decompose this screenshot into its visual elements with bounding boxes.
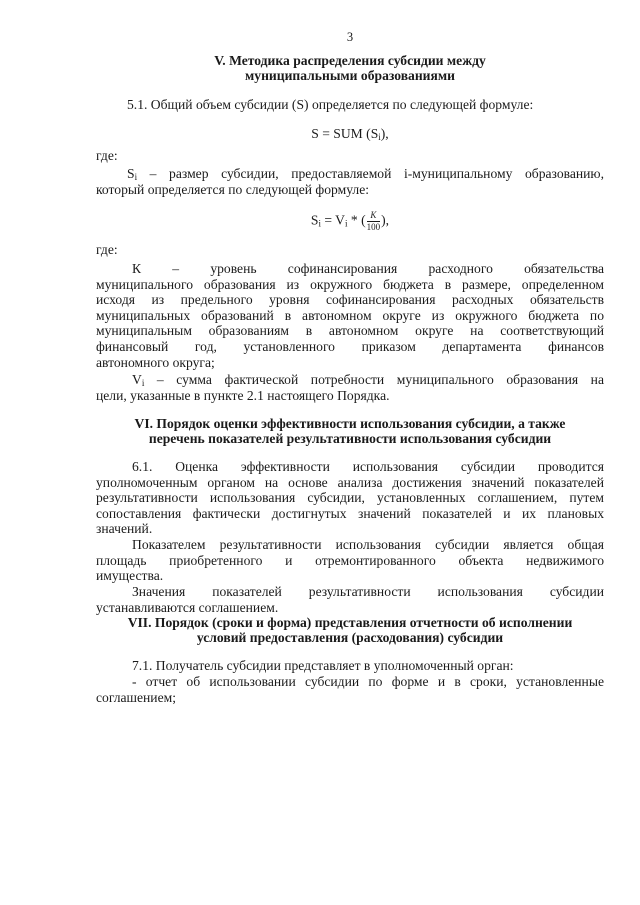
paragraph-5-1: 5.1. Общий объем субсидии (S) определяется по следующей формуле: (127, 97, 534, 112)
k-definition-line: исходя из предельного уровня софинансирования расходных обязательств (96, 292, 604, 308)
formula-2-op: * ( (347, 212, 366, 228)
section-7-title (96, 615, 604, 645)
fraction-k-over-100 (367, 211, 381, 232)
formula-2-end: ), (381, 212, 390, 228)
vi-definition-line-2: цели, указанные в пункте 2.1 настоящего Порядка. (96, 388, 390, 403)
fraction-numerator: K (367, 211, 381, 222)
where-label-2: где: (96, 242, 118, 257)
section-6-title-line-1: VI. Порядок оценки эффективности использования субсидии, а также (134, 416, 566, 431)
si-symbol: S (127, 166, 135, 181)
paragraph-6-3 (96, 584, 604, 615)
section-7-title-line-1: VII. Порядок (сроки и форма) представления отчетности об исполнении (127, 615, 573, 630)
formula-1-subscript: i (378, 132, 381, 142)
where-label-1: где: (96, 148, 118, 163)
paragraph-7-1-item-line: соглашением; (96, 689, 176, 705)
section-5-title (96, 53, 604, 83)
formula-total-subsidy (96, 126, 604, 146)
k-definition-line: финансовый год, установленного приказом департамента финансов (96, 338, 604, 354)
paragraph-6-2-line: имущества. (96, 568, 164, 584)
section-6-title-line-2: перечень показателей результативности использования субсидии (148, 431, 552, 446)
paragraph-6-2-line: площадь приобретенного и отремонтированного объекта недвижимого (96, 552, 604, 568)
section-7-title-line-2: условий предоставления (расходования) субсидии (196, 630, 504, 645)
paragraph-6-1 (96, 459, 604, 537)
paragraph-6-1-line: сопоставления фактически достигнутых значений показателей и их плановых (96, 505, 604, 521)
paragraph-7-1-item (96, 674, 604, 705)
formula-2-lhs-subscript: i (318, 218, 321, 229)
si-subscript: i (134, 172, 138, 182)
section-5-title-line-2: муниципальными образованиями (245, 68, 455, 83)
si-definition-text: – размер субсидии, предоставляемой i-муниципальному образованию, (137, 166, 604, 181)
vi-definition-text: – сумма фактической потребности муниципального образования на (144, 372, 604, 387)
formula-1-end: ), (380, 126, 389, 141)
paragraph-6-1-line: значений. (96, 521, 153, 537)
k-definition (96, 261, 604, 370)
section-5-title-line-1: V. Методика распределения субсидии между (214, 53, 486, 68)
k-definition-line: автономного округа; (96, 354, 215, 370)
k-definition-line: К – уровень софинансирования расходного обязательства (132, 261, 604, 276)
paragraph-7-1: 7.1. Получатель субсидии представляет в уполномоченный орган: (132, 658, 514, 673)
vi-subscript: i (141, 378, 145, 388)
paragraph-6-3-line: устанавливаются соглашением. (96, 599, 279, 615)
k-definition-line: муниципального образования из окружного бюджета в размере, определенном (96, 276, 604, 292)
formula-2-mid-subscript: i (345, 218, 348, 229)
paragraph-6-2 (96, 537, 604, 584)
si-definition-line-2: который определяется по следующей формуле: (96, 182, 370, 197)
paragraph-6-1-line: уполномоченным органом на основе анализа достижения значений показателей (96, 474, 604, 490)
paragraph-6-1-line: результативности использования субсидии, установленных соглашением, путем (96, 490, 604, 506)
formula-2-mid: = V (320, 212, 346, 228)
paragraph-6-1-line: 6.1. Оценка эффективности использования субсидии проводится (132, 459, 604, 474)
formula-municipal-subsidy (96, 211, 604, 232)
paragraph-7-1-item-line: - отчет об использовании субсидии по форме и в сроки, установленные (132, 674, 604, 689)
fraction-denominator: 100 (366, 222, 381, 232)
formula-2-lhs: S (310, 212, 319, 228)
paragraph-6-2-line: Показателем результативности использования субсидии является общая (132, 537, 604, 552)
page-number: 3 (346, 30, 354, 44)
k-definition-line: муниципальных образований в автономном округе из окружного бюджета по (96, 307, 604, 323)
section-6-title (96, 416, 604, 446)
vi-symbol: V (132, 372, 142, 387)
formula-1-text: S = SUM (S (311, 126, 379, 141)
paragraph-6-3-line: Значения показателей результативности использования субсидии (132, 584, 604, 599)
k-definition-line: муниципальным образованиям в автономном округе на соответствующий (96, 323, 604, 339)
